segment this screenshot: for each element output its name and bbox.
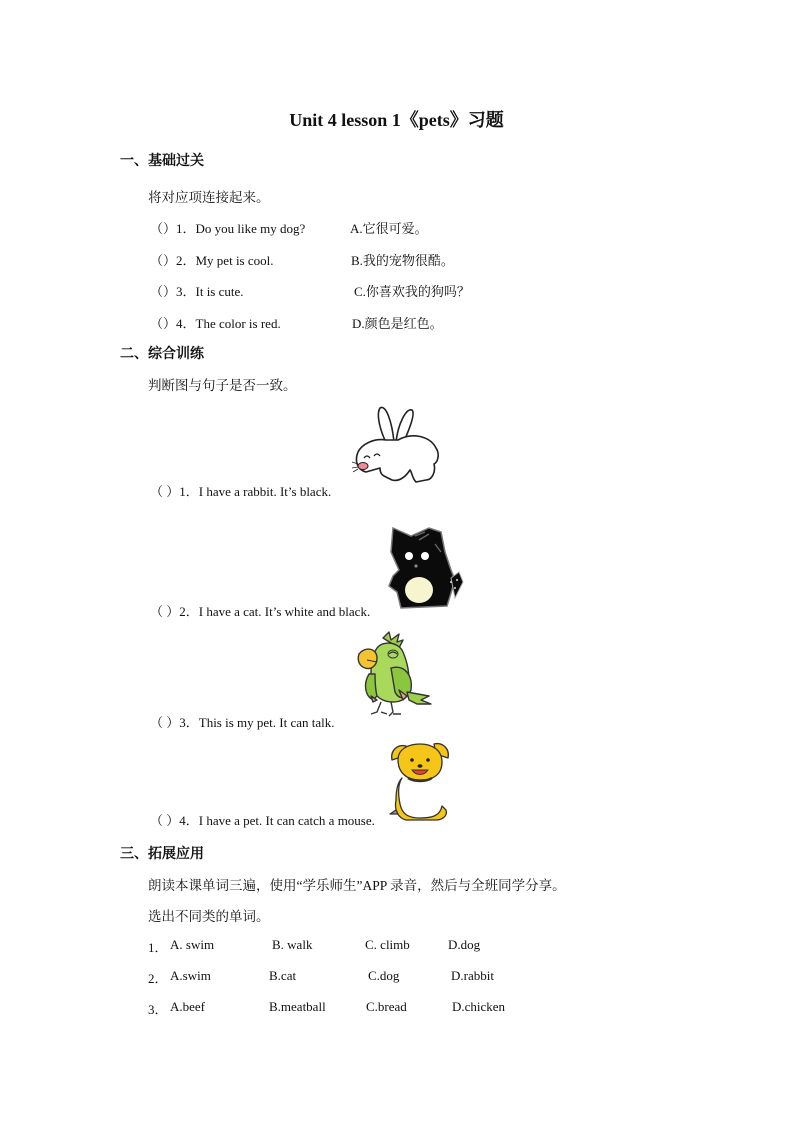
odd-one-out-1-option-b: B. walk <box>272 937 313 952</box>
section-3-instruction-read: 朗读本课单词三遍，使用“学乐师生”APP 录音，然后与全班同学分享。 <box>148 878 566 893</box>
rabbit-illustration <box>350 402 442 488</box>
match-answer-a: A.它很可爱。 <box>350 221 428 236</box>
odd-one-out-3-option-c: C.bread <box>366 999 407 1014</box>
odd-one-out-1-option-c: C. climb <box>365 937 410 952</box>
odd-one-out-2-option-d: D.rabbit <box>451 968 494 983</box>
judge-sentence-2: （ ）2．I have a cat. It’s white and black. <box>150 604 371 619</box>
yellow-dog-illustration <box>388 740 452 822</box>
match-answer-b: B.我的宠物很酷。 <box>351 253 454 268</box>
match-answer-d: D.颜色是红色。 <box>352 316 443 331</box>
section-1-heading: 一、基础过关 <box>120 154 204 169</box>
odd-one-out-1-option-d: D.dog <box>448 937 481 952</box>
section-3-instruction-choose: 选出不同类的单词。 <box>148 909 270 924</box>
judge-sentence-3: （ ）3．This is my pet. It can talk. <box>150 715 335 730</box>
match-answer-c: C.你喜欢我的狗吗？ <box>354 284 470 299</box>
match-question-3: （）3．It is cute. <box>150 284 244 299</box>
section-2-instruction: 判断图与句子是否一致。 <box>148 378 297 393</box>
odd-one-out-2-number: 2． <box>148 971 168 986</box>
match-question-2: （）2．My pet is cool. <box>150 253 274 268</box>
section-3-heading: 三、拓展应用 <box>120 847 204 862</box>
black-cat-illustration <box>385 522 467 610</box>
parrot-illustration <box>355 630 435 718</box>
odd-one-out-2-option-c: C.dog <box>368 968 400 983</box>
odd-one-out-3-option-d: D.chicken <box>452 999 506 1014</box>
odd-one-out-2-option-b: B.cat <box>269 968 297 983</box>
odd-one-out-3-number: 3． <box>148 1002 168 1017</box>
match-question-1: （）1．Do you like my dog? <box>150 221 306 236</box>
page-title: Unit 4 lesson 1《pets》习题 <box>289 110 504 130</box>
match-question-4: （）4．The color is red. <box>150 316 281 331</box>
judge-sentence-4: （ ）4．I have a pet. It can catch a mouse. <box>150 813 375 828</box>
odd-one-out-3-option-a: A.beef <box>170 999 206 1014</box>
section-2-heading: 二、综合训练 <box>120 347 204 362</box>
odd-one-out-2-option-a: A.swim <box>170 968 211 983</box>
judge-sentence-1: （ ）1．I have a rabbit. It’s black. <box>150 484 332 499</box>
odd-one-out-1-option-a: A. swim <box>170 937 215 952</box>
odd-one-out-3-option-b: B.meatball <box>269 999 326 1014</box>
odd-one-out-1-number: 1． <box>148 940 168 955</box>
section-1-instruction: 将对应项连接起来。 <box>148 190 270 205</box>
